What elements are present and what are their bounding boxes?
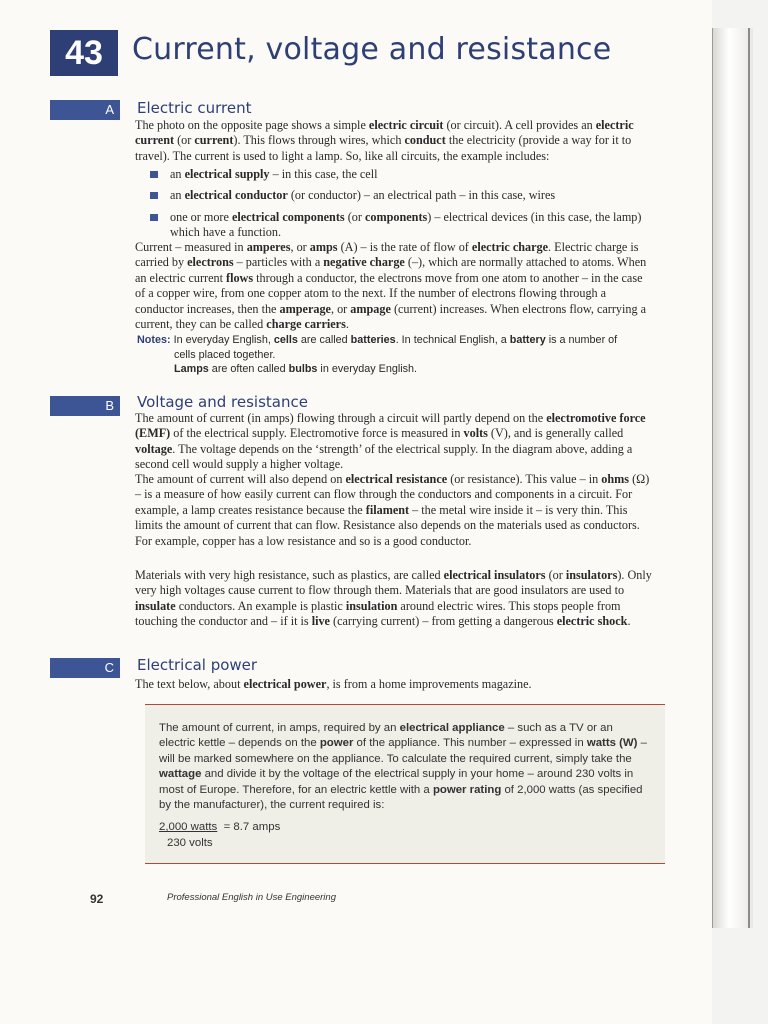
section-b-tab: B xyxy=(50,396,120,416)
bullet-item xyxy=(150,210,650,241)
section-c-tab: C xyxy=(50,658,120,678)
bullet-item xyxy=(150,167,650,182)
unit-title: Current, voltage and resistance xyxy=(132,32,612,67)
magazine-extract-text: The amount of current, in amps, required by an electrical appliance – such as a TV or an electric kettle – depends on the power of the appliance. This number – expressed in watts (W) – will be marked somewhere on the appliance. To calculate the required current, simply take the wattage and divide it by the voltage of the electrical supply in your home – around 230 volts in most of Europe. Therefore, for an electric kettle with a power rating of 2,000 watts (as specified by the manufacturer), the current required is: xyxy=(159,722,647,812)
section-a-tab: A xyxy=(50,100,120,120)
facing-page-edge xyxy=(712,28,753,928)
section-a-bullets xyxy=(150,167,650,247)
bullet-text: one or more electrical components (or components) – electrical devices (in this case, the lamp) which have a function. xyxy=(170,209,642,240)
notes-line-2: cells placed together. xyxy=(174,348,276,361)
section-a-notes xyxy=(137,333,657,377)
bullet-item xyxy=(150,188,650,203)
bullet-text: an electrical conductor (or conductor) – an electrical path – in this case, wires xyxy=(170,188,556,203)
section-b-title: Voltage and resistance xyxy=(137,393,308,411)
magazine-extract-box xyxy=(145,704,665,864)
section-c-intro: The text below, about electrical power, is from a home improvements magazine. xyxy=(135,677,532,691)
section-c-title: Electrical power xyxy=(137,656,258,674)
bullet-square-icon xyxy=(150,192,158,199)
notes-text-1: In everyday English, cells are called batteries. In technical English, a battery is a number of xyxy=(170,334,618,346)
section-b-paragraph-2: The amount of current will also depend on electrical resistance (or resistance). This value – in ohms (Ω) – is a measure of how easily current can flow through the conductors and components in a circuit. For example, a lamp creates resistance because the filament – the metal wire inside it – is very thin. This limits the amount of current that can flow. Resistance also depends on the materials used as conductors. For example, copper has a low resistance and so is a good conductor. xyxy=(135,472,650,548)
formula-result: = 8.7 amps xyxy=(223,821,281,833)
bullet-square-icon xyxy=(150,171,158,178)
page-edge-line xyxy=(748,28,750,928)
unit-number: 43 xyxy=(50,30,118,76)
section-a-intro: The photo on the opposite page shows a simple electric circuit (or circuit). A cell provides an electric current (or current). This flows through wires, which conduct the electricity (provide a way for it to travel). The current is used to light a lamp. So, like all circuits, the example includes: xyxy=(135,118,634,163)
notes-line-1 xyxy=(137,333,657,348)
formula-denominator: 230 volts xyxy=(167,837,213,849)
notes-line-3: Lamps are often called bulbs in everyday English. xyxy=(174,363,418,376)
section-a-paragraph-2: Current – measured in amperes, or amps (A) – is the rate of flow of electric charge. Electric charge is carried by electrons – particles with a negative charge (–), which are normally attached to atoms. When an electric current flows through a conductor, the electrons move from one atom to another – in the case of a copper wire, from one copper atom to the next. If the number of electrons flowing through a conductor increases, then the amperage, or ampage (current) increases. When electrons flow, carrying a current, they can be called charge carriers. xyxy=(135,240,647,332)
power-formula xyxy=(159,821,281,849)
bullet-text: an electrical supply – in this case, the cell xyxy=(170,167,378,181)
formula-numerator: 2,000 watts xyxy=(159,821,218,833)
notes-label: Notes: xyxy=(137,334,171,346)
bullet-square-icon xyxy=(150,214,158,221)
section-b-paragraph-1: The amount of current (in amps) flowing through a circuit will partly depend on the electromotive force (EMF) of the electrical supply. Electromotive force is measured in volts (V), and is generally called voltage. The voltage depends on the ‘strength’ of the electrical supply. In the diagram above, adding a second cell would supply a higher voltage. xyxy=(135,411,646,472)
page-number: 92 xyxy=(90,892,104,906)
book-title-footer: Professional English in Use Engineering xyxy=(167,892,336,903)
section-b-paragraph-3: Materials with very high resistance, such as plastics, are called electrical insulators (or insulators). Only very high voltages cause current to flow through them. Materials that are good insulators are used to insulate conductors. An example is plastic insulation around electric wires. This stops people from touching the conductor and – if it is live (carrying current) – from getting a dangerous electric shock. xyxy=(135,568,652,629)
section-a-title: Electric current xyxy=(137,99,252,117)
